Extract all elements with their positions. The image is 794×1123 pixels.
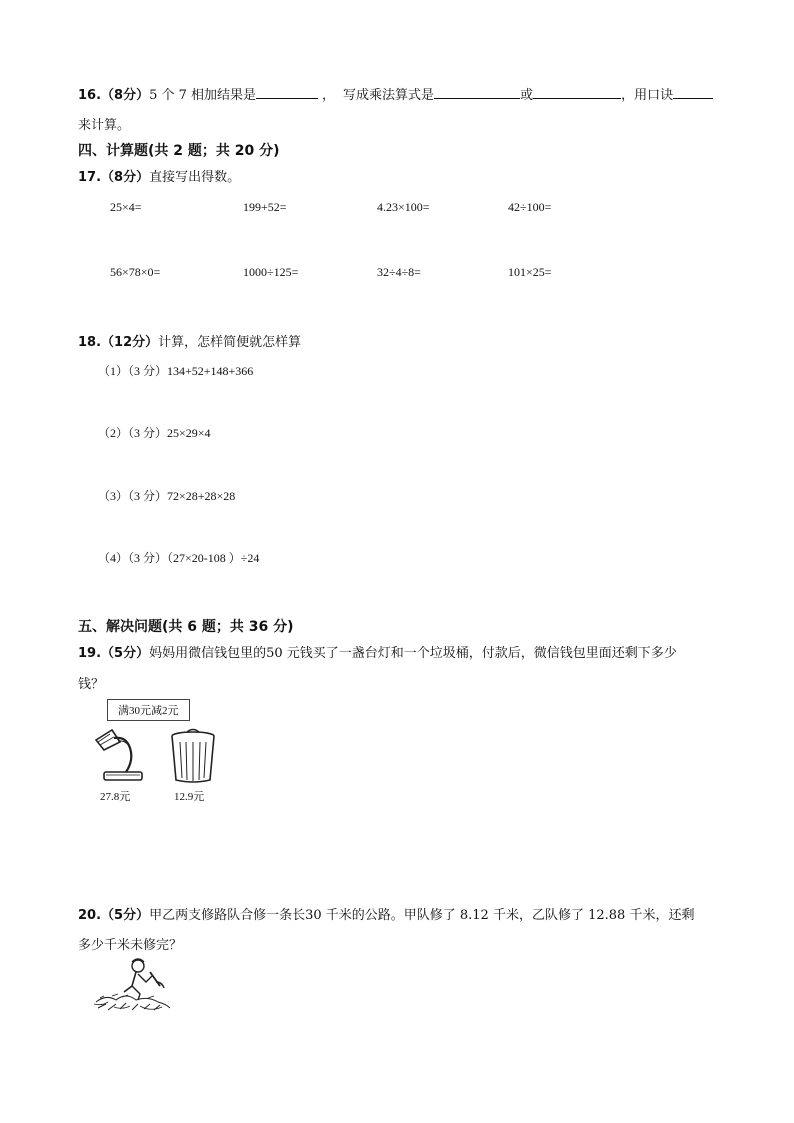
- lamp-price: 27.8元: [100, 791, 131, 803]
- question-19-line2: 钱？: [78, 677, 105, 692]
- desk-lamp-icon: [90, 726, 148, 784]
- calc-item: 1000÷125=: [243, 265, 299, 279]
- sub-question: （1）（3 分）134+52+148+366: [98, 364, 254, 378]
- question-text: ，: [322, 88, 336, 103]
- question-16-line2: 来计算。: [78, 118, 131, 133]
- calc-item: 32÷4÷8=: [377, 265, 421, 279]
- question-score: （5分）: [101, 646, 150, 661]
- question-text: 或: [520, 88, 534, 103]
- question-text: ，用口诀: [621, 88, 674, 103]
- trash-bin-icon: [168, 726, 218, 786]
- question-text: 写成乘法算式是: [343, 88, 435, 103]
- question-number: 19.: [78, 646, 102, 661]
- question-text: 妈妈用微信钱包里的50 元钱买了一盏台灯和一个垃圾桶，付款后，微信钱包里面还剩下多少: [149, 646, 677, 661]
- calc-item: 56×78×0=: [110, 265, 161, 279]
- question-text: 计算，怎样简便就怎样算: [158, 335, 302, 350]
- answer-blank[interactable]: [533, 86, 621, 99]
- answer-blank[interactable]: [434, 86, 520, 99]
- question-text: 直接写出得数。: [149, 170, 241, 185]
- section-title: 四、计算题(共 2 题；共 20 分): [78, 143, 280, 159]
- calc-item: 101×25=: [508, 265, 552, 279]
- sub-question: （2）（3 分）25×29×4: [98, 426, 211, 440]
- question-score: （5分）: [101, 908, 150, 923]
- calc-item: 4.23×100=: [377, 200, 430, 214]
- question-score: （8分）: [101, 170, 150, 185]
- question-number: 18.: [78, 335, 102, 350]
- bin-price: 12.9元: [174, 791, 205, 803]
- question-20-line2: 多少千米未修完？: [78, 938, 183, 953]
- answer-blank[interactable]: [256, 86, 318, 99]
- question-number: 20.: [78, 908, 102, 923]
- calc-item: 199+52=: [243, 200, 287, 214]
- answer-blank[interactable]: [673, 86, 713, 99]
- question-score: （8分）: [101, 88, 150, 103]
- question-number: 17.: [78, 170, 102, 185]
- question-16: [78, 84, 713, 103]
- question-score: （12分）: [101, 335, 159, 350]
- question-text: 甲乙两支修路队合修一条长30 千米的公路。甲队修了 8.12 千米，乙队修了 12.88 千米，还剩: [149, 908, 695, 923]
- section-title: 五、解决问题(共 6 题；共 36 分): [78, 619, 294, 635]
- question-18: [78, 331, 301, 350]
- road-worker-icon: [92, 952, 172, 1014]
- question-17: [78, 166, 240, 185]
- sub-question: （3）（3 分）72×28+28×28: [98, 489, 236, 503]
- question-19: [78, 642, 677, 661]
- calc-item: 42÷100=: [508, 200, 552, 214]
- calc-item: 25×4=: [110, 200, 142, 214]
- question-text: 5 个 7 相加结果是: [149, 88, 257, 103]
- sub-question: （4）（3 分）（27×20-108 ）÷24: [98, 551, 260, 565]
- promo-label: 满30元减2元: [107, 699, 190, 721]
- question-number: 16.: [78, 88, 102, 103]
- question-20: [78, 904, 694, 923]
